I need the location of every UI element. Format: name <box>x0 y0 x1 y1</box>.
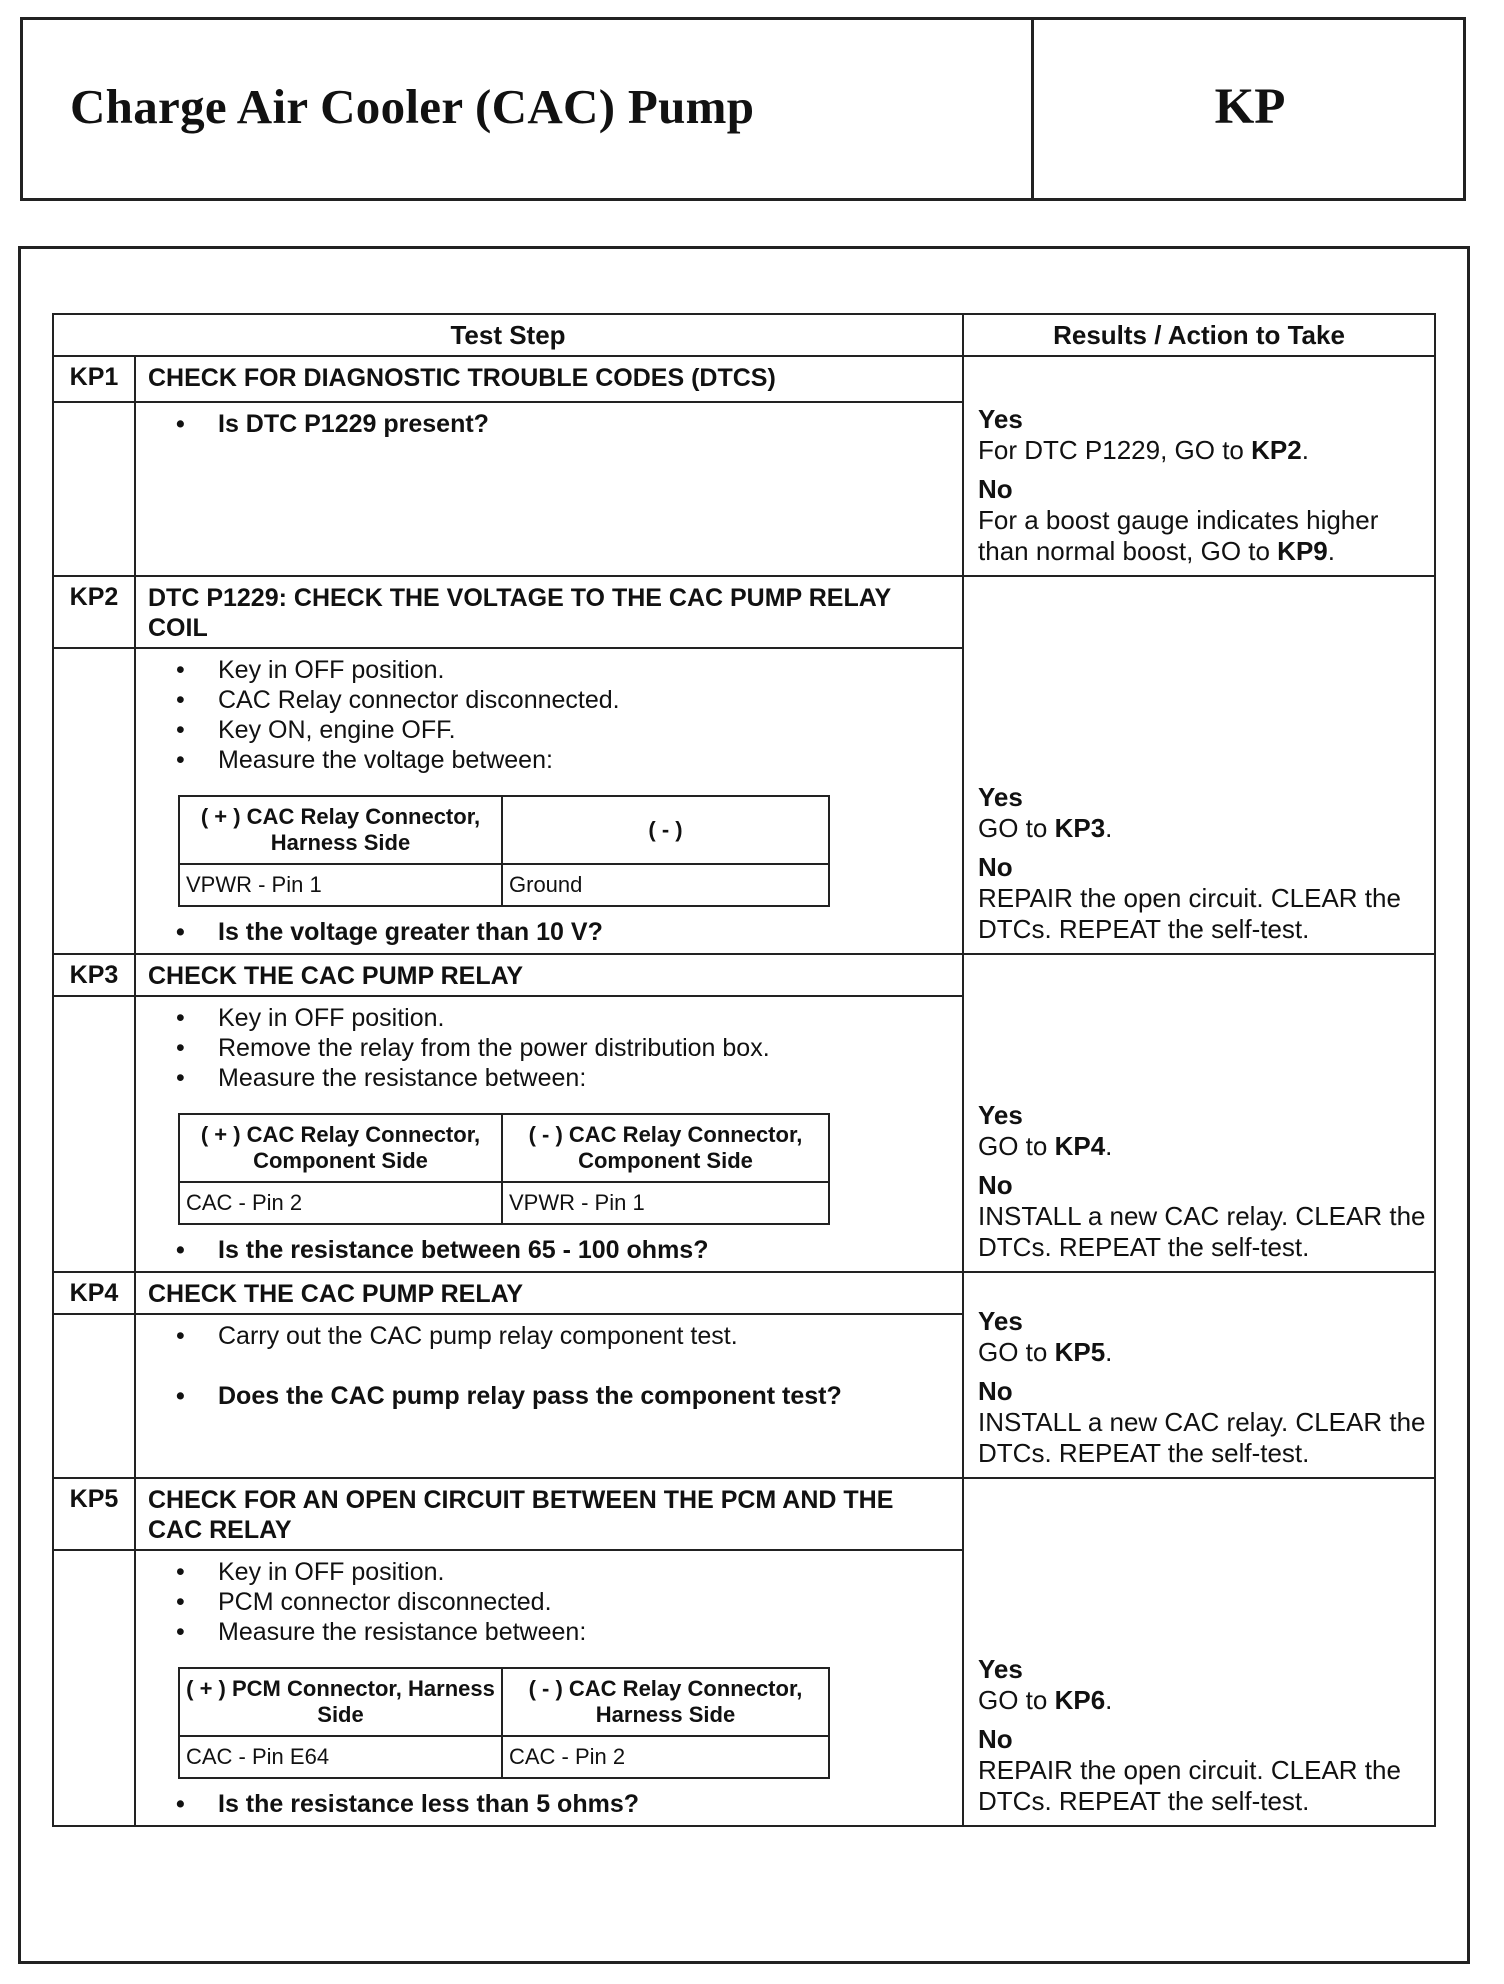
measure-header-negative: ( - ) <box>502 796 829 864</box>
yes-target: KP5 <box>1054 1337 1106 1367</box>
step-title: CHECK FOR AN OPEN CIRCUIT BETWEEN THE PCM AND THE CAC RELAY <box>135 1478 963 1550</box>
no-action: INSTALL a new CAC relay. CLEAR the DTCs. REPEAT the self-test. <box>978 1201 1426 1262</box>
step-title: CHECK FOR DIAGNOSTIC TROUBLE CODES (DTCS) <box>135 356 963 402</box>
step-bullet: • Carry out the CAC pump relay component test. <box>176 1321 950 1351</box>
step-bullet: • CAC Relay connector disconnected. <box>176 685 950 715</box>
yes-label: Yes <box>978 1654 1023 1684</box>
step-bullet: • Remove the relay from the power distribution box. <box>176 1033 950 1063</box>
step-result <box>963 1272 1435 1478</box>
step-title-row <box>53 954 1435 996</box>
yes-target: KP2 <box>1251 435 1302 465</box>
step-bullet: • Measure the voltage between: <box>176 745 950 775</box>
step-id-spacer <box>53 1314 135 1478</box>
no-label: No <box>978 1170 1013 1200</box>
step-result <box>963 954 1435 1272</box>
measure-header-positive: ( + ) PCM Connector, Harness Side <box>179 1668 502 1736</box>
measurement-table <box>178 1667 830 1779</box>
yes-target: KP6 <box>1054 1685 1106 1715</box>
step-body <box>135 1314 963 1478</box>
step-body <box>135 996 963 1272</box>
step-question: • Does the CAC pump relay pass the component test? <box>176 1381 950 1411</box>
yes-label: Yes <box>978 1100 1023 1130</box>
step-id-spacer <box>53 648 135 954</box>
step-bullet: • Measure the resistance between: <box>176 1063 950 1093</box>
table-header-row <box>53 314 1435 356</box>
step-result <box>963 576 1435 954</box>
no-action: For a boost gauge indicates higher than normal boost, GO to KP9. <box>978 505 1379 566</box>
step-bullet: • Key ON, engine OFF. <box>176 715 950 745</box>
yes-label: Yes <box>978 1306 1023 1336</box>
measurement-table <box>178 1113 830 1225</box>
measurement-table <box>178 795 830 907</box>
yes-action: GO to KP6. <box>978 1685 1113 1715</box>
test-procedure-table <box>52 313 1436 1827</box>
no-action: REPAIR the open circuit. CLEAR the DTCs. REPEAT the self-test. <box>978 883 1401 944</box>
step-id: KP4 <box>53 1272 135 1314</box>
step-body <box>135 1550 963 1826</box>
step-title: CHECK THE CAC PUMP RELAY <box>135 1272 963 1314</box>
measure-header-positive: ( + ) CAC Relay Connector, Harness Side <box>179 796 502 864</box>
step-question: • Is DTC P1229 present? <box>176 409 950 439</box>
step-question: • Is the resistance between 65 - 100 ohms? <box>176 1235 950 1265</box>
step-title-row <box>53 1478 1435 1550</box>
no-label: No <box>978 1724 1013 1754</box>
yes-action: GO to KP4. <box>978 1131 1113 1161</box>
test-step-header: Test Step <box>53 314 963 356</box>
step-id: KP5 <box>53 1478 135 1550</box>
step-bullet: • Key in OFF position. <box>176 1003 950 1033</box>
step-title: CHECK THE CAC PUMP RELAY <box>135 954 963 996</box>
results-header: Results / Action to Take <box>963 314 1435 356</box>
step-id-spacer <box>53 996 135 1272</box>
measure-header-positive: ( + ) CAC Relay Connector, Component Side <box>179 1114 502 1182</box>
no-label: No <box>978 1376 1013 1406</box>
measure-value-positive: VPWR - Pin 1 <box>179 864 502 906</box>
step-question: • Is the resistance less than 5 ohms? <box>176 1789 950 1819</box>
no-action: INSTALL a new CAC relay. CLEAR the DTCs. REPEAT the self-test. <box>978 1407 1426 1468</box>
measure-value-positive: CAC - Pin 2 <box>179 1182 502 1224</box>
measure-header-negative: ( - ) CAC Relay Connector, Component Side <box>502 1114 829 1182</box>
no-target: KP9 <box>1277 536 1328 566</box>
no-label: No <box>978 852 1013 882</box>
step-title: DTC P1229: CHECK THE VOLTAGE TO THE CAC PUMP RELAY COIL <box>135 576 963 648</box>
step-bullet: • Key in OFF position. <box>176 655 950 685</box>
step-bullet: • PCM connector disconnected. <box>176 1587 950 1617</box>
step-body <box>135 648 963 954</box>
measure-value-negative: Ground <box>502 864 829 906</box>
document-title: Charge Air Cooler (CAC) Pump <box>70 79 755 134</box>
yes-action: For DTC P1229, GO to KP2. <box>978 435 1309 465</box>
measure-value-negative: VPWR - Pin 1 <box>502 1182 829 1224</box>
step-bullet: • Measure the resistance between: <box>176 1617 950 1647</box>
yes-label: Yes <box>978 404 1023 434</box>
yes-target: KP4 <box>1054 1131 1106 1161</box>
yes-label: Yes <box>978 782 1023 812</box>
step-result <box>963 356 1435 576</box>
step-question: • Is the voltage greater than 10 V? <box>176 917 950 947</box>
measure-header-negative: ( - ) CAC Relay Connector, Harness Side <box>502 1668 829 1736</box>
step-result <box>963 1478 1435 1826</box>
section-code: KP <box>1214 79 1286 135</box>
step-title-row <box>53 1272 1435 1314</box>
step-id-spacer <box>53 1550 135 1826</box>
measure-value-negative: CAC - Pin 2 <box>502 1736 829 1778</box>
yes-action: GO to KP5. <box>978 1337 1113 1367</box>
step-title-row <box>53 576 1435 648</box>
step-id: KP2 <box>53 576 135 648</box>
step-bullet: • Key in OFF position. <box>176 1557 950 1587</box>
no-action: REPAIR the open circuit. CLEAR the DTCs. REPEAT the self-test. <box>978 1755 1401 1816</box>
no-label: No <box>978 474 1013 504</box>
step-id: KP3 <box>53 954 135 996</box>
measure-value-positive: CAC - Pin E64 <box>179 1736 502 1778</box>
step-body <box>135 402 963 576</box>
yes-target: KP3 <box>1054 813 1106 843</box>
step-id-spacer <box>53 402 135 576</box>
yes-action: GO to KP3. <box>978 813 1113 843</box>
step-title-row <box>53 356 1435 402</box>
step-id: KP1 <box>53 356 135 402</box>
